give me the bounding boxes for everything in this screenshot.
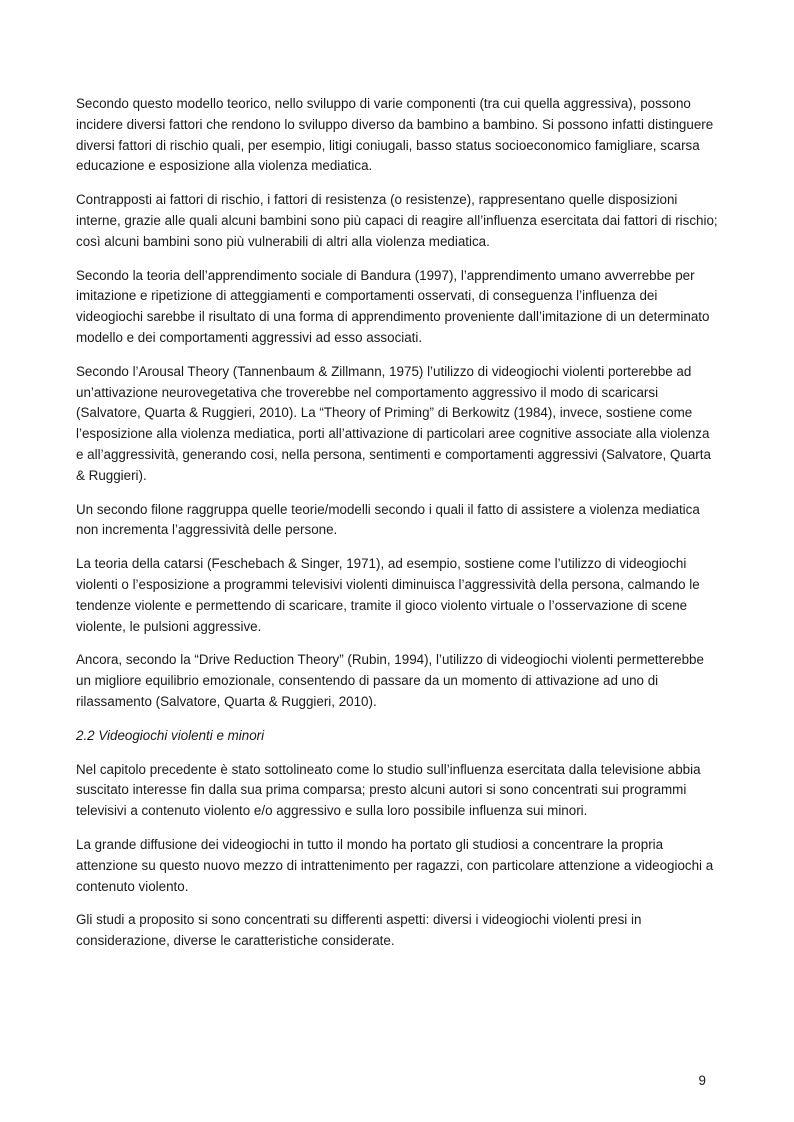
paragraph-previous-chapter: Nel capitolo precedente è stato sottolineato come lo studio sull’influenza esercitata dalla televisione abbia suscitato interesse fin dalla sua prima comparsa; presto alcuni autori si sono concentrati sui programmi televisivi a contenuto violento e/o aggressivo e sulla loro possibile influenza sui minori. xyxy=(76,761,701,819)
paragraph-risk-factors: Secondo questo modello teorico, nello sviluppo di varie componenti (tra cui quella aggressiva), possono incidere diversi fattori che rendono lo sviluppo diverso da bambino a bambino. Si possono infatti distinguere diversi fattori di rischio quali, per esempio, litigi coniugali, basso status socioeconomico famigliare, scarsa educazione e esposizione alla violenza mediatica. xyxy=(76,96,714,174)
paragraph-studies-aspects: Gli studi a proposito si sono concentrati su differenti aspetti: diversi i videogiochi violenti presi in considerazione, diverse le caratteristiche considerate. xyxy=(76,912,642,949)
paragraph-drive-reduction: Ancora, secondo la “Drive Reduction Theory” (Rubin, 1994), l’utilizzo di videogiochi violenti permetterebbe un migliore equilibrio emozionale, consentendo di passare da un momento di attivazione ad uno di rilassamento (Salvatore, Quarta & Ruggieri, 2010). xyxy=(76,652,704,709)
paragraph-arousal-theory: Secondo l’Arousal Theory (Tannenbaum & Zillmann, 1975) l’utilizzo di videogiochi violenti porterebbe ad un’attivazione neurovegetativa che troverebbe nel comportamento aggressivo il modo di scaricarsi (Salvatore, Quarta & Ruggieri, 2010). La “Theory of Priming” di Berkowitz (1984), invece, sostiene come l’esposizione alla violenza mediatica, porti all’attivazione di particolari aree cognitive associate alla violenza e all’aggressività, generando cosi, nella persona, sentimenti e comportamenti aggressivi (Salvatore, Quarta & Ruggieri). xyxy=(76,363,711,483)
page-body xyxy=(76,94,718,965)
section-heading: 2.2 Videogiochi violenti e minori xyxy=(76,727,265,743)
paragraph-videogame-diffusion: La grande diffusione dei videogiochi in tutto il mondo ha portato gli studiosi a concentrare la propria attenzione su questo nuovo mezzo di intrattenimento per ragazzi, con particolare attenzione a videogiochi a contenuto violento. xyxy=(76,836,714,894)
paragraph-catharsis-theory: La teoria della catarsi (Feschebach & Singer, 1971), ad esempio, sostiene come l’utilizzo di videogiochi violenti o l’esposizione a programmi televisivi violenti diminuisca l’aggressività della persona, calmando le tendenze violente e permettendo di scaricare, tramite il gioco violento virtuale o l’osservazione di scene violente, le pulsioni aggressive. xyxy=(76,556,700,634)
paragraph-second-strand: Un secondo filone raggruppa quelle teorie/modelli secondo i quali il fatto di assistere a violenza mediatica non incrementa l’aggressività delle persone. xyxy=(76,501,700,538)
paragraph-social-learning: Secondo la teoria dell’apprendimento sociale di Bandura (1997), l’apprendimento umano avverrebbe per imitazione e ripetizione di atteggiamenti e comportamenti osservati, di conseguenza l’influenza dei videogiochi sarebbe il risultato di una forma di apprendimento proveniente dall’imitazione di un determinato modello e dei comportamenti aggressivi ad esso associati. xyxy=(76,267,710,345)
page-number: 9 xyxy=(698,1073,706,1088)
paragraph-resistance-factors: Contrapposti ai fattori di rischio, i fattori di resistenza (o resistenze), rappresentano quelle disposizioni interne, grazie alle quali alcuni bambini sono più capaci di reagire all’influenza esercitata dai fattori di rischio; così alcuni bambini sono più vulnerabili di altri alla violenza mediatica. xyxy=(76,192,718,249)
